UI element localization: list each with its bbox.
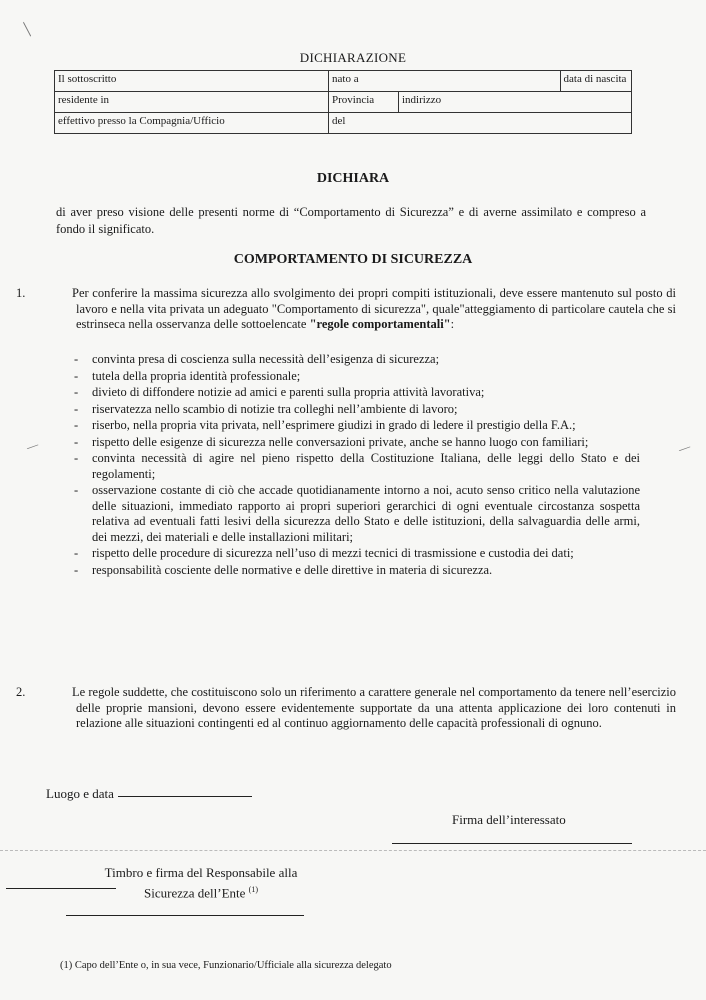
point-2-text: Le regole suddette, che costituiscono solo un riferimento a carattere generale nel comportamento da tenere nell’esercizio delle proprie mansioni, devono essere evidentemente supportate da una attenta applicazione dei loro contenuti in relazione alle situazioni contingenti ed al continuo aggiornamento delle capacità professionali di ognuno.: [72, 685, 676, 730]
cell-data-nascita[interactable]: data di nascita: [560, 71, 631, 92]
point-1-bold: "regole comportamentali": [309, 317, 451, 331]
scan-mark: ╱: [19, 22, 36, 37]
firma-interessato-label: Firma dell’interessato: [452, 812, 566, 827]
rule-item: - riservatezza nello scambio di notizie tra colleghi nell’ambiente di lavoro;: [70, 402, 640, 418]
timbro-left-line: [6, 888, 116, 889]
luogo-data-label: Luogo e data: [46, 786, 114, 801]
dichiara-heading: DICHIARA: [316, 171, 390, 186]
rule-item: - rispetto delle procedure di sicurezza nell’uso di mezzi tecnici di trasmissione e custodia dei dati;: [70, 546, 640, 562]
point-1: [16, 286, 676, 333]
timbro-line-1: Timbro e firma del Responsabile alla: [104, 865, 298, 880]
timbro-line-2: Sicurezza dell’Ente: [144, 885, 246, 901]
scan-mark: ⟋: [25, 438, 40, 456]
rules-list: [70, 352, 640, 579]
point-2: [16, 685, 676, 732]
point-1-text: Per conferire la massima sicurezza allo svolgimento dei propri compiti istituzionali, deve essere mantenuto sul posto di lavoro e nella vita privata un adeguato "Comportamento di sicurezza", quale"atteggiamento di particolare cautela che si estrinseca nella osservanza delle sottoelencate: [72, 286, 676, 331]
section-title: COMPORTAMENTO DI SICUREZZA: [233, 252, 473, 267]
timbro-note-mark: (1): [248, 885, 258, 894]
cell-nato-a[interactable]: nato a: [329, 71, 561, 92]
rule-item: - responsabilità cosciente delle normative e delle direttive in materia di sicurezza.: [70, 563, 640, 579]
cell-residente[interactable]: residente in: [55, 92, 329, 113]
personal-info-table: [54, 70, 632, 134]
intro-paragraph: di aver preso visione delle presenti norme di “Comportamento di Sicurezza” e di averne assimilato e compreso a fondo il significato.: [56, 205, 646, 236]
cell-indirizzo[interactable]: indirizzo: [399, 92, 632, 113]
rule-item: - riserbo, nella propria vita privata, nell’esprimere giudizi in grado di ledere il prestigio della F.A.;: [70, 418, 640, 434]
rule-item: - osservazione costante di ciò che accade quotidianamente intorno a noi, acuto senso critico nella valutazione delle situazioni, immediato rapporto ai propri superiori gerarchici di ogni eventuale circostanza sospetta relativa ad eventuali fatti lesivi della sicurezza dello Stato e delle istituzioni, della salvaguardia delle armi, dei mezzi, dei materiali e delle installazioni militari;: [70, 483, 640, 545]
page-divider: [0, 850, 706, 851]
rule-item: - convinta necessità di agire nel pieno rispetto della Costituzione Italiana, delle leggi dello Stato e dei regolamenti;: [70, 451, 640, 482]
timbro-label: [86, 864, 316, 901]
document-title: DICHIARAZIONE: [299, 50, 407, 65]
cell-provincia[interactable]: Provincia: [329, 92, 399, 113]
point-1-tail: :: [450, 317, 455, 331]
footnote: (1) Capo dell’Ente o, in sua vece, Funzionario/Ufficiale alla sicurezza delegato: [60, 960, 392, 971]
rule-item: - rispetto delle esigenze di sicurezza nelle conversazioni private, anche se hanno luogo con familiari;: [70, 435, 640, 451]
rule-item: - tutela della propria identità professionale;: [70, 369, 640, 385]
luogo-data-line[interactable]: [118, 796, 252, 797]
point-2-number: 2.: [16, 685, 26, 699]
rule-item: - convinta presa di coscienza sulla necessità dell’esigenza di sicurezza;: [70, 352, 640, 368]
rule-item: - divieto di diffondere notizie ad amici e parenti sulla propria attività lavorativa;: [70, 385, 640, 401]
cell-del[interactable]: del: [329, 113, 632, 134]
cell-sottoscritto[interactable]: Il sottoscritto: [55, 71, 329, 92]
point-1-number: 1.: [16, 286, 26, 300]
timbro-signature-line[interactable]: [66, 915, 304, 916]
firma-interessato-line[interactable]: [392, 843, 632, 844]
scan-mark: ⟋: [677, 440, 692, 458]
cell-effettivo[interactable]: effettivo presso la Compagnia/Ufficio: [55, 113, 329, 134]
